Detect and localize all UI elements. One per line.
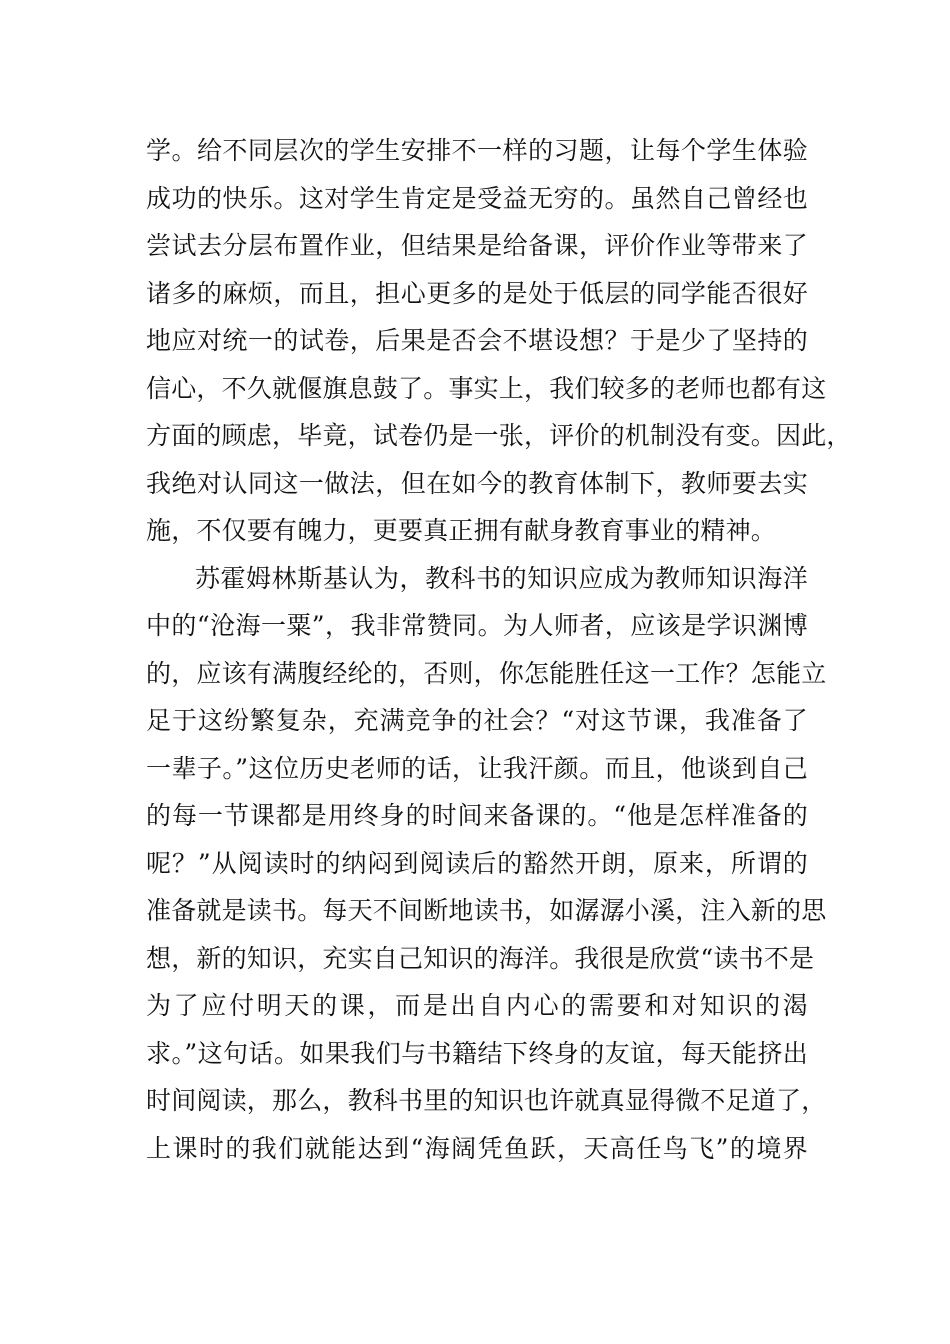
paragraph-line: 想，新的知识，充实自己知识的海洋。我很是欣赏“读书不是 <box>146 943 815 973</box>
paragraph-line: 上课时的我们就能达到“海阔凭鱼跃，天高任鸟飞”的境界 <box>146 1133 808 1163</box>
paragraph-line: 尝试去分层布置作业，但结果是给备课，评价作业等带来了 <box>146 231 808 260</box>
paragraph-line: 施，不仅要有魄力，更要真正拥有献身教育事业的精神。 <box>146 516 777 545</box>
paragraph-2 <box>146 555 827 1173</box>
paragraph-line: 方面的顾虑，毕竟，试卷仍是一张，评价的机制没有变。因此， <box>146 421 852 450</box>
paragraph-line: 中的“沧海一粟”，我非常赞同。为人师者，应该是学识渊博 <box>146 611 808 640</box>
paragraph-line: 一辈子。”这位历史老师的话，让我汗颜。而且，他谈到自己 <box>146 753 808 783</box>
paragraph-line: 诸多的麻烦，而且，担心更多的是处于低层的同学能否很好 <box>146 278 808 308</box>
paragraph-1 <box>146 127 852 555</box>
body-text <box>146 127 852 1172</box>
paragraph-line: 的每一节课都是用终身的时间来备课的。“他是怎样准备的 <box>146 801 808 830</box>
paragraph-line: 学。给不同层次的学生安排不一样的习题，让每个学生体验 <box>146 136 808 165</box>
paragraph-line: 求。”这句话。如果我们与书籍结下终身的友谊，每天能挤出 <box>146 1038 808 1068</box>
paragraph-line: 准备就是读书。每天不间断地读书，如潺潺小溪，注入新的思 <box>146 896 827 925</box>
paragraph-line: 苏霍姆林斯基认为，教科书的知识应成为教师知识海洋 <box>195 563 808 593</box>
paragraph-line: 为了应付明天的课，而是出自内心的需要和对知识的渴 <box>146 991 808 1020</box>
paragraph-line: 成功的快乐。这对学生肯定是受益无穷的。虽然自己曾经也 <box>146 183 808 213</box>
paragraph-line: 呢？”从阅读时的纳闷到阅读后的豁然开朗，原来，所谓的 <box>146 848 808 878</box>
paragraph-line: 时间阅读，那么，教科书里的知识也许就真显得微不足道了， <box>146 1086 827 1115</box>
paragraph-line: 我绝对认同这一做法，但在如今的教育体制下，教师要去实 <box>146 468 808 498</box>
paragraph-line: 地应对统一的试卷，后果是否会不堪设想？于是少了坚持的 <box>146 326 808 355</box>
paragraph-line: 足于这纷繁复杂，充满竞争的社会？“对这节课，我准备了 <box>146 706 808 735</box>
paragraph-line: 信心，不久就偃旗息鼓了。事实上，我们较多的老师也都有这 <box>146 373 827 403</box>
paragraph-line: 的，应该有满腹经纶的，否则，你怎能胜任这一工作？怎能立 <box>146 658 827 688</box>
